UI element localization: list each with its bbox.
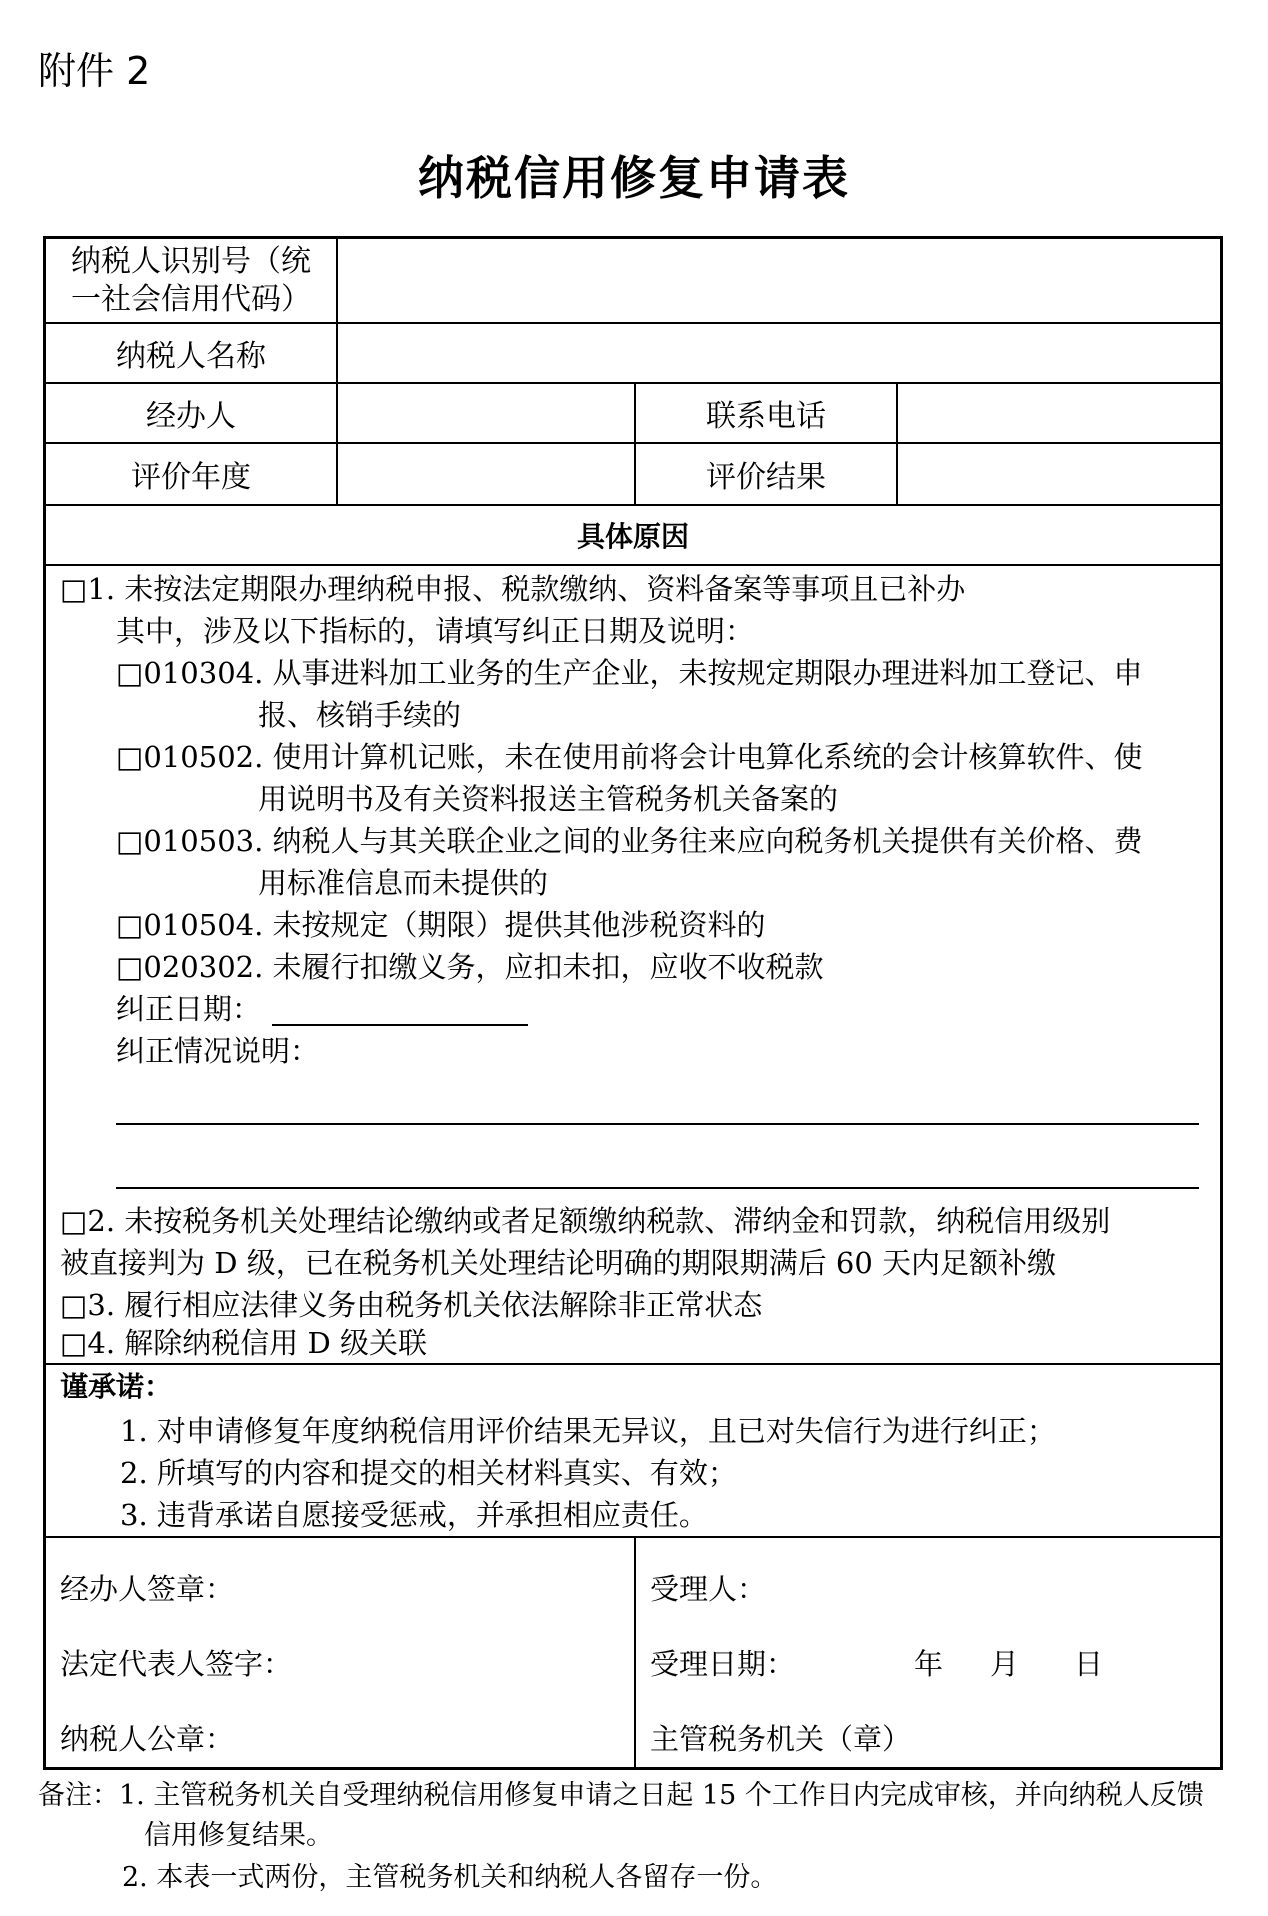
correction-desc-label: 纠正情况说明： <box>116 1034 320 1068</box>
evaluation-result-field[interactable] <box>898 444 1218 504</box>
reason-item-3[interactable]: □3. 履行相应法律义务由税务机关依法解除非正常状态 <box>60 1288 763 1322</box>
reason-item-4[interactable]: □4. 解除纳税信用 D 级关联 <box>60 1326 427 1360</box>
taxpayer-id-label: 纳税人识别号（统 一社会信用代码） <box>71 243 311 317</box>
pledge-item-3: 3. 违背承诺自愿接受惩戒，并承担相应责任。 <box>120 1498 708 1532</box>
note-line-1: 备注：1. 主管税务机关自受理纳税信用修复申请之日起 15 个工作日内完成审核，并向纳税人反馈 <box>38 1780 1204 1811</box>
authority-seal[interactable]: 主管税务机关（章） <box>650 1722 912 1756</box>
taxpayer-name-field[interactable] <box>338 324 1218 382</box>
acceptor-field[interactable]: 受理人： <box>650 1572 767 1606</box>
pledge-item-1: 1. 对申请修复年度纳税信用评价结果无异议，且已对失信行为进行纠正； <box>120 1414 1056 1448</box>
note-line-2: 信用修复结果。 <box>144 1820 333 1851</box>
indicator-010504[interactable]: □010504. 未按规定（期限）提供其他涉税资料的 <box>116 908 766 942</box>
accept-date-year: 年 <box>914 1647 944 1681</box>
reason-item-2[interactable]: □2. 未按税务机关处理结论缴纳或者足额缴纳税款、滞纳金和罚款，纳税信用级别 <box>60 1204 1111 1238</box>
accept-date-month: 月 <box>990 1647 1020 1681</box>
indicator-010304-cont: 报、核销手续的 <box>258 698 462 732</box>
indicator-010304[interactable]: □010304. 从事进料加工业务的生产企业，未按规定期限办理进料加工登记、申 <box>116 656 1143 690</box>
accept-date-day: 日 <box>1074 1647 1104 1681</box>
taxpayer-seal[interactable]: 纳税人公章： <box>60 1722 235 1756</box>
accept-date-field[interactable]: 受理日期： <box>650 1647 796 1681</box>
indicator-020302[interactable]: □020302. 未履行扣缴义务，应扣未扣，应收不收税款 <box>116 950 824 984</box>
handler-signature[interactable]: 经办人签章： <box>60 1572 235 1606</box>
reason-item-1-sub: 其中，涉及以下指标的，请填写纠正日期及说明： <box>116 614 755 648</box>
indicator-010502-cont: 用说明书及有关资料报送主管税务机关备案的 <box>258 782 839 816</box>
correction-date-label: 纠正日期： <box>116 992 262 1026</box>
pledge-heading: 谨承诺： <box>60 1370 173 1403</box>
indicator-010502[interactable]: □010502. 使用计算机记账，未在使用前将会计电算化系统的会计核算软件、使 <box>116 740 1143 774</box>
correction-desc-line-1[interactable] <box>116 1123 1199 1125</box>
page-title: 纳税信用修复申请表 <box>418 151 850 205</box>
taxpayer-name-label: 纳税人名称 <box>116 339 266 374</box>
reason-item-1[interactable]: □1. 未按法定期限办理纳税申报、税款缴纳、资料备案等事项且已补办 <box>60 572 966 606</box>
handler-field[interactable] <box>338 384 634 442</box>
taxpayer-id-field[interactable] <box>338 239 1218 322</box>
application-form <box>43 236 1223 1770</box>
reason-item-2-cont: 被直接判为 D 级，已在税务机关处理结论明确的期限期满后 60 天内足额补缴 <box>60 1246 1057 1280</box>
indicator-010503-cont: 用标准信息而未提供的 <box>258 866 549 900</box>
attachment-label: 附件 2 <box>38 49 151 93</box>
note-line-3: 2. 本表一式两份，主管税务机关和纳税人各留存一份。 <box>122 1862 778 1893</box>
handler-label: 经办人 <box>146 399 236 434</box>
pledge-item-2: 2. 所填写的内容和提交的相关材料真实、有效； <box>120 1456 737 1490</box>
correction-date-field[interactable] <box>272 1024 528 1026</box>
phone-field[interactable] <box>898 384 1218 442</box>
indicator-010503[interactable]: □010503. 纳税人与其关联企业之间的业务往来应向税务机关提供有关价格、费 <box>116 824 1143 858</box>
phone-label: 联系电话 <box>706 399 826 434</box>
evaluation-year-field[interactable] <box>338 444 634 504</box>
evaluation-year-label: 评价年度 <box>131 460 251 495</box>
evaluation-result-label: 评价结果 <box>706 460 826 495</box>
correction-desc-line-2[interactable] <box>116 1187 1199 1189</box>
legal-rep-signature[interactable]: 法定代表人签字： <box>60 1647 293 1681</box>
reasons-heading: 具体原因 <box>576 520 689 553</box>
